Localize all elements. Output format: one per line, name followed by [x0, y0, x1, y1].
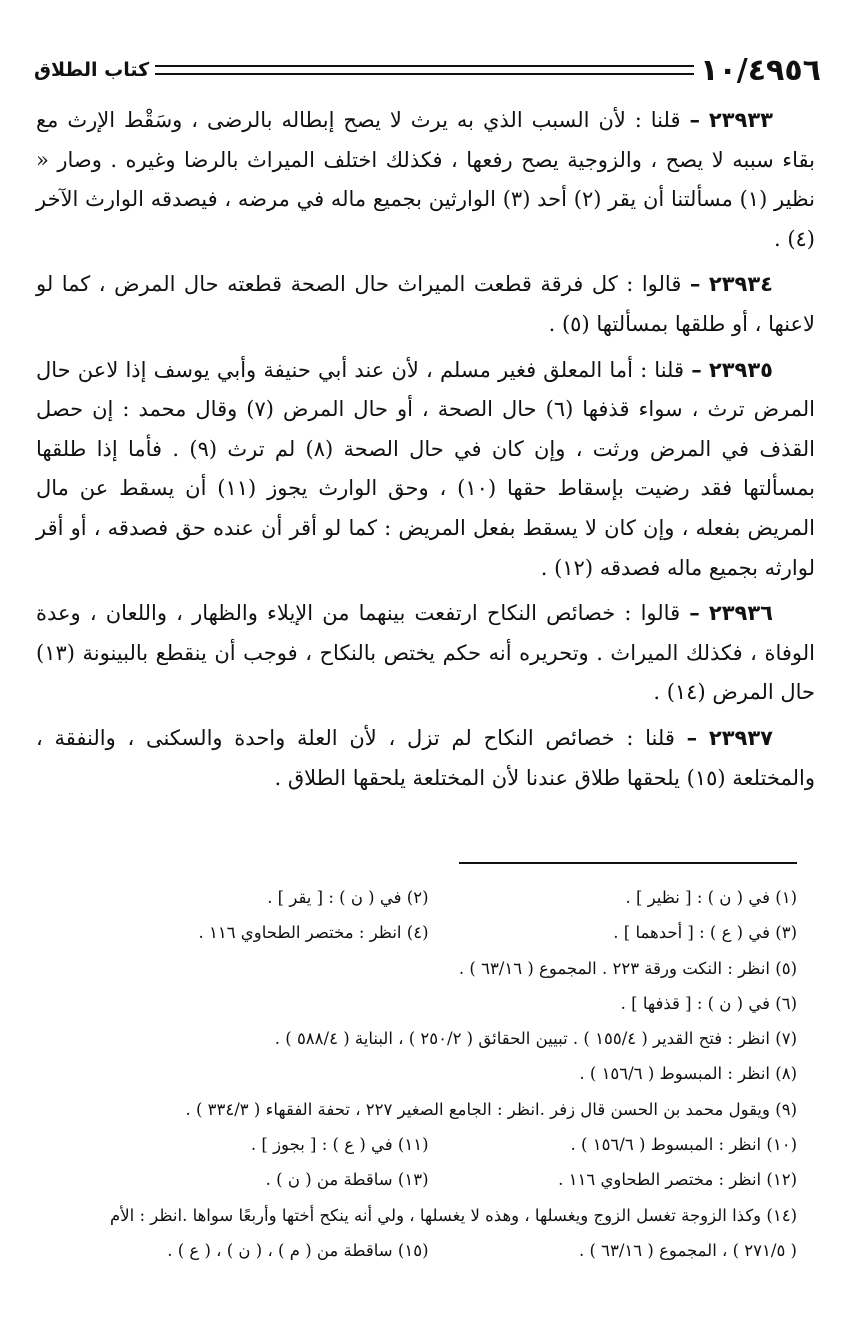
- footnote: (١٢) انظر : مختصر الطحاوي ١١٦ .: [558, 1170, 797, 1190]
- footnote: (٤) انظر : مختصر الطحاوي ١١٦ .: [198, 923, 429, 943]
- footnote: (١٥) ساقطة من ( م ) ، ( ن ) ، ( ع ) .: [167, 1240, 429, 1260]
- paragraph: ٢٣٩٣٥ – قلنا : أما المعلق فغير مسلم ، لأن عند أبي حنيفة وأبي يوسف إذا لاعن حال المرض ترث ، سواء قذفها (٦) حال الصحة ، أو حال المرض (٧) وقال محمد : إن حصل القذف في المرض ورثت ، وإن كان في حال الصحة (٨) لم ترث (٩) . فأما إذا طلقها بمسألتها فقد رضيت بإسقاط حقها (١٠) ، وحق الوارث يجوز (١١) أن يسقط عن مال المريض بفعله ، وإن كان لا يسقط بفعل المريض : كما لو أقر أن عنده حق فصدقه ، أو أقر لوارثه بجميع ماله فصدقه (١٢) .: [36, 356, 815, 580]
- footnotes: [60, 880, 797, 1268]
- footnote: (٣) في ( ع ) : [ أحدهما ] .: [613, 923, 797, 943]
- paragraph-number: ٢٣٩٣٧: [708, 725, 773, 750]
- page-header: [34, 40, 821, 100]
- paragraph-text: قالوا : خصائص النكاح ارتفعت بينهما من الإيلاء والظهار ، واللعان ، وعدة الوفاة ، فكذلك الميراث . وتحريره أنه حكم يختص بالنكاح ، فوجب أن ينقطع بالبينونة (١٣) حال المرض (١٤) .: [36, 601, 815, 705]
- paragraph-text: قلنا : لأن السبب الذي به يرث لا يصح إبطاله بالرضى ، وسَقْط الإرث مع بقاء سببه لا يصح ، والزوجية يصح رفعها ، فكذلك اختلف الميراث بالرضا وغيره . وصار « نظير (١) مسألتنا أن يقر (٢) أحد (٣) الوارثين بجميع ماله في مرضه ، فيصدقه الوارث الآخر (٤) .: [36, 108, 816, 251]
- footnote-row: [60, 1127, 797, 1162]
- page-number: ١٠/٤٩٥٦: [700, 52, 821, 88]
- paragraph-text: قالوا : كل فرقة قطعت الميراث حال الصحة قطعته حال المرض ، كما لو لاعنها ، أو طلقها بمسألتها (٥) .: [36, 272, 815, 336]
- paragraph: ٢٣٩٣٦ – قالوا : خصائص النكاح ارتفعت بينهما من الإيلاء والظهار ، واللعان ، وعدة الوفاة ، فكذلك الميراث . وتحريره أنه حكم يختص بالنكاح ، فوجب أن ينقطع بالبينونة (١٣) حال المرض (١٤) .: [36, 600, 815, 705]
- footnote: (١٣) ساقطة من ( ن ) .: [265, 1170, 429, 1190]
- footnote: (٧) انظر : فتح القدير ( ١٥٥/٤ ) . تبيين الحقائق ( ٢٥٠/٢ ) ، البناية ( ٥٨٨/٤ ) .: [274, 1029, 797, 1049]
- footnote-row: [60, 1092, 797, 1127]
- paragraph: ٢٣٩٣٣ – قلنا : لأن السبب الذي به يرث لا يصح إبطاله بالرضى ، وسَقْط الإرث مع بقاء سببه لا يصح ، والزوجية يصح رفعها ، فكذلك اختلف الميراث بالرضا وغيره . وصار « نظير (١) مسألتنا أن يقر (٢) أحد (٣) الوارثين بجميع ماله في مرضه ، فيصدقه الوارث الآخر (٤) .: [36, 107, 816, 251]
- footnote: (١١) في ( ع ) : [ بجوز ] .: [250, 1135, 429, 1155]
- footnote: (١٤) وكذا الزوجة تغسل الزوج ويغسلها ، وهذه لا يغسلها ، ولي أنه ينكح أختها وأربعًا سواها .انظر : الأم: [110, 1205, 797, 1225]
- footnote: (١٠) انظر : المبسوط ( ١٥٦/٦ ) .: [570, 1135, 797, 1155]
- footnote-row: [60, 1021, 797, 1056]
- book-title: كتاب الطلاق: [34, 59, 150, 81]
- main-text: [36, 100, 815, 803]
- paragraph-text: قلنا : خصائص النكاح لم تزل ، لأن العلة واحدة والسكنى ، والنفقة ، والمختلعة (١٥) يلحقها طلاق عندنا لأن المختلعة يلحقها الطلاق .: [36, 725, 815, 790]
- footnote: (٢) في ( ن ) : [ يقر ] .: [267, 888, 429, 907]
- header-rule: [155, 65, 694, 75]
- footnote: (٥) انظر : النكت ورقة ٢٢٣ . المجموع ( ٦٣/١٦ ) .: [458, 958, 797, 978]
- footnote-separator: [459, 862, 797, 864]
- footnote-row: [60, 986, 797, 1021]
- footnote-row: [60, 1056, 797, 1091]
- paragraph-number: ٢٣٩٣٥: [708, 357, 773, 382]
- paragraph-number: ٢٣٩٣٤: [708, 272, 773, 297]
- footnote-row: [60, 1233, 797, 1268]
- footnote-row: [60, 880, 797, 915]
- paragraph: ٢٣٩٣٧ – قلنا : خصائص النكاح لم تزل ، لأن العلة واحدة والسكنى ، والنفقة ، والمختلعة (١٥) يلحقها طلاق عندنا لأن المختلعة يلحقها الطلاق .: [36, 724, 815, 790]
- footnote: (١) في ( ن ) : [ نظير ] .: [625, 888, 797, 907]
- footnote-row: [60, 951, 797, 986]
- footnote-row: [60, 915, 797, 950]
- footnote: (٦) في ( ن ) : [ قذفها ] .: [620, 993, 797, 1013]
- footnote: (٩) ويقول محمد بن الحسن قال زفر .انظر : الجامع الصغير ٢٢٧ ، تحفة الفقهاء ( ٣٣٤/٣ ) .: [185, 1099, 797, 1119]
- footnote: (٨) انظر : المبسوط ( ١٥٦/٦ ) .: [579, 1064, 797, 1084]
- footnote-row: [60, 1198, 797, 1233]
- paragraph-text: قلنا : أما المعلق فغير مسلم ، لأن عند أبي حنيفة وأبي يوسف إذا لاعن حال المرض ترث ، سواء قذفها (٦) حال الصحة ، أو حال المرض (٧) وقال محمد : إن حصل القذف في المرض ورثت ، وإن كان في حال الصحة (٨) لم ترث (٩) . فأما إذا طلقها بمسألتها فقد رضيت بإسقاط حقها (١٠) ، وحق الوارث يجوز (١١) أن يسقط عن مال المريض بفعله ، وإن كان لا يسقط بفعل المريض : كما لو أقر أن عنده حق فصدقه ، أو أقر لوارثه بجميع ماله فصدقه (١٢) .: [36, 357, 815, 580]
- paragraph-number: ٢٣٩٣٣: [708, 108, 773, 132]
- footnote-row: [60, 1162, 797, 1197]
- paragraph: ٢٣٩٣٤ – قالوا : كل فرقة قطعت الميراث حال الصحة قطعته حال المرض ، كما لو لاعنها ، أو طلقها بمسألتها (٥) .: [36, 271, 815, 336]
- footnote: ( ٢٧١/٥ ) ، المجموع ( ٦٣/١٦ ) .: [578, 1240, 797, 1260]
- paragraph-number: ٢٣٩٣٦: [708, 601, 773, 626]
